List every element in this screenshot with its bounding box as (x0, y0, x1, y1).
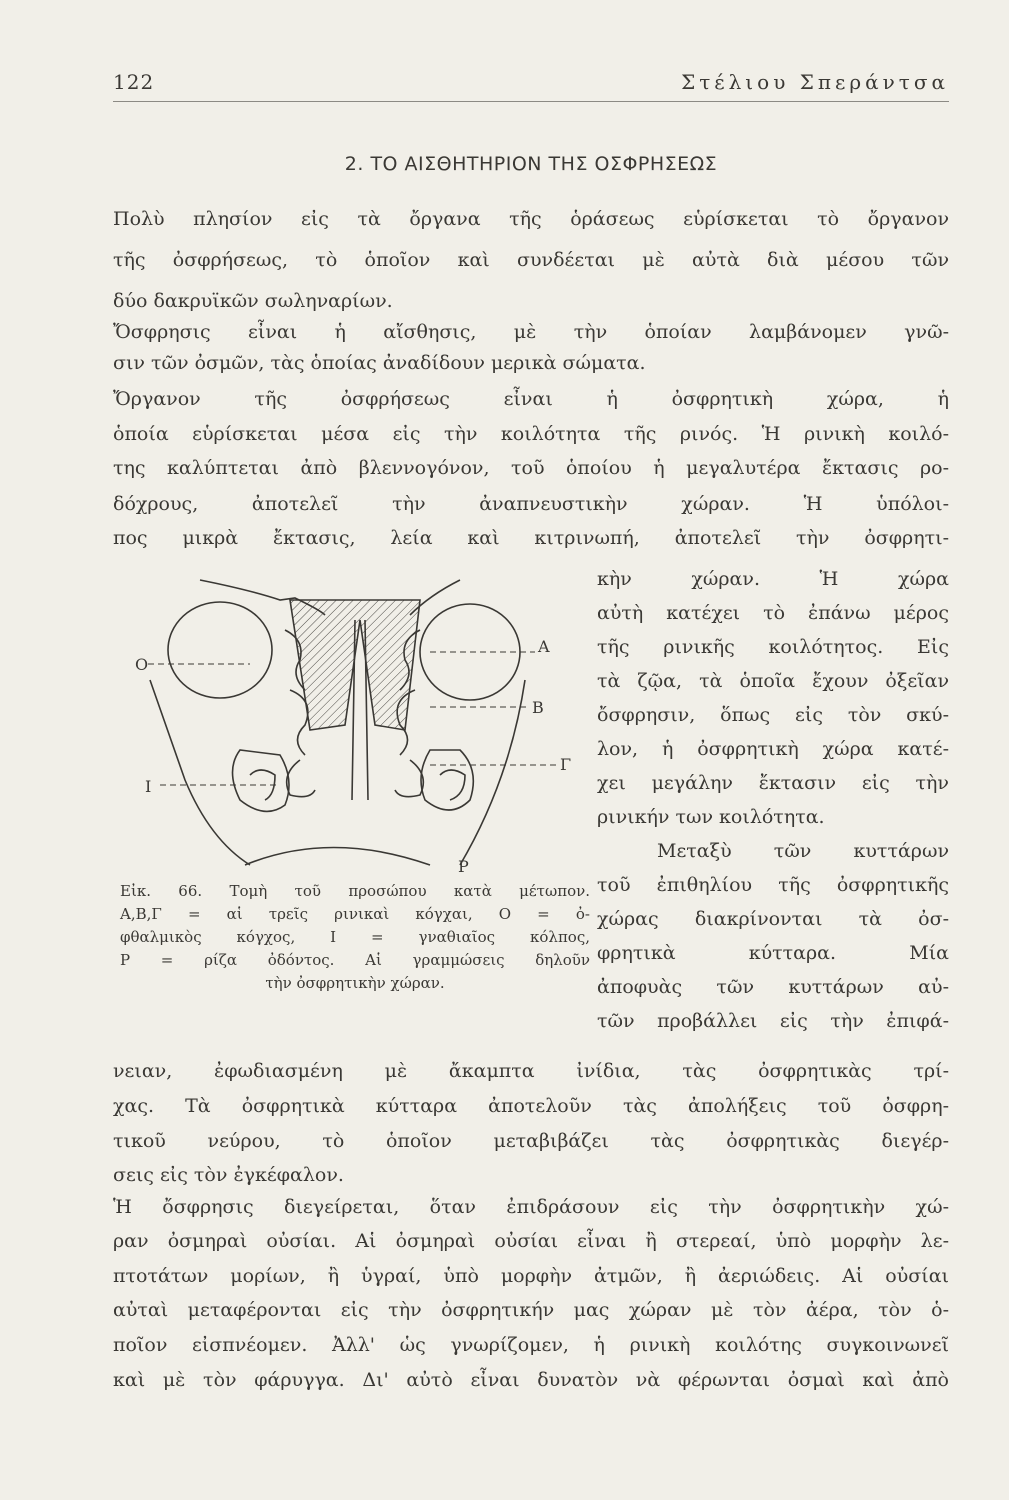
text-line: ραν ὀσμηραὶ οὐσίαι. Αἱ ὀσμηραὶ οὐσίαι εἶναι ἢ στερεαί, ὑπὸ μορφὴν λε- (113, 1230, 949, 1252)
caption-line: Ρ = ρίζα ὀδόντος. Αἱ γραμμώσεις δηλοῦν (120, 951, 590, 969)
side-line: φρητικὰ κύτταρα. Μία (597, 942, 949, 964)
caption-line: Α,Β,Γ = αἱ τρεῖς ρινικαὶ κόγχαι, Ο = ὀ- (120, 905, 590, 923)
text-line: τικοῦ νεύρου, τὸ ὁποῖον μεταβιβάζει τὰς ὀσφρητικὰς διεγέρ- (113, 1130, 949, 1152)
side-line: τὰ ζῷα, τὰ ὁποῖα ἔχουν ὀξεῖαν (597, 670, 949, 692)
text-line: Ἡ ὄσφρησις διεγείρεται, ὅταν ἐπιδράσουν εἰς τὴν ὀσφρητικὴν χώ- (113, 1196, 949, 1218)
side-line: ὄσφρησιν, ὅπως εἰς τὸν σκύ- (597, 704, 949, 726)
side-line: τῶν προβάλλει εἰς τὴν ἐπιφά- (597, 1010, 949, 1032)
caption-line: τὴν ὀσφρητικὴν χώραν. (265, 974, 445, 992)
caption-line: φθαλμικὸς κόγχος, Ι = γναθιαῖος κόλπος, (120, 928, 590, 946)
text-line: δόχρους, ἀποτελεῖ τὴν ἀναπνευστικὴν χώραν. Ἡ ὑπόλοι- (113, 493, 949, 515)
side-line: χει μεγάλην ἔκτασιν εἰς τὴν (597, 772, 949, 794)
text-line: δύο δακρυϊκῶν σωληναρίων. (113, 290, 393, 312)
side-line: Μεταξὺ τῶν κυττάρων (657, 840, 949, 862)
side-line: τῆς ρινικῆς κοιλότητος. Εἰς (597, 636, 949, 658)
label-a: A (538, 637, 550, 656)
text-line: πτοτάτων μορίων, ἢ ὑγραί, ὑπὸ μορφὴν ἀτμῶν, ἢ ἀεριώδεις. Αἱ οὐσίαι (113, 1265, 949, 1287)
caption-line: Εἰκ. 66. Τομὴ τοῦ προσώπου κατὰ μέτωπον. (120, 882, 590, 900)
side-line: ρινικήν των κοιλότητα. (597, 806, 825, 828)
nasal-cavity-diagram (130, 560, 590, 880)
figure-caption (120, 880, 590, 995)
text-line: νειαν, ἐφωδιασμένη μὲ ἄκαμπτα ἰνίδια, τὰς ὀσφρητικὰς τρί- (113, 1060, 949, 1082)
text-line: Ὄργανον τῆς ὀσφρήσεως εἶναι ἡ ὀσφρητικὴ χώρα, ἡ (113, 388, 949, 410)
page-header (113, 70, 949, 100)
side-line: χώρας διακρίνονται τὰ ὀσ- (597, 908, 949, 930)
page-number: 122 (113, 70, 155, 94)
text-line: Πολὺ πλησίον εἰς τὰ ὄργανα τῆς ὁράσεως εὑρίσκεται τὸ ὄργανον (113, 208, 949, 230)
text-line: πος μικρὰ ἔκτασις, λεία καὶ κιτρινωπή, ἀποτελεῖ τὴν ὀσφρητι- (113, 527, 949, 549)
text-line: σιν τῶν ὀσμῶν, τὰς ὁποίας ἀναδίδουν μερικὰ σώματα. (113, 352, 646, 374)
text-line: ποῖον εἰσπνέομεν. Ἀλλ' ὡς γνωρίζομεν, ἡ ρινικὴ κοιλότης συγκοινωνεῖ (113, 1334, 949, 1356)
label-b: B (532, 698, 544, 717)
running-head: Στέλιου Σπεράντσα (681, 70, 949, 94)
label-i: I (145, 777, 152, 796)
text-line: αὐταὶ μεταφέρονται εἰς τὴν ὀσφρητικήν μας χώραν μὲ τὸν ἀέρα, τὸν ὁ- (113, 1299, 949, 1321)
text-line: ὁποία εὑρίσκεται μέσα εἰς τὴν κοιλότητα τῆς ρινός. Ἡ ρινικὴ κοιλό- (113, 423, 949, 445)
side-line: λον, ἡ ὀσφρητικὴ χώρα κατέ- (597, 738, 949, 760)
text-line: χας. Τὰ ὀσφρητικὰ κύτταρα ἀποτελοῦν τὰς ἀπολήξεις τοῦ ὀσφρη- (113, 1095, 949, 1117)
text-line: τῆς ὀσφρήσεως, τὸ ὁποῖον καὶ συνδέεται μὲ αὐτὰ διὰ μέσου τῶν (113, 249, 949, 271)
label-g: Γ (560, 755, 572, 774)
label-p: P (458, 857, 469, 876)
figure-nasal-section (130, 560, 590, 880)
text-line: Ὄσφρησις εἶναι ἡ αἴσθησις, μὲ τὴν ὁποίαν λαμβάνομεν γνῶ- (113, 321, 949, 343)
text-line: καὶ μὲ τὸν φάρυγγα. Δι' αὐτὸ εἶναι δυνατὸν νὰ φέρωνται ὀσμαὶ καὶ ἀπὸ (113, 1369, 949, 1391)
text-line: σεις εἰς τὸν ἐγκέφαλον. (113, 1164, 344, 1186)
side-line: τοῦ ἐπιθηλίου τῆς ὀσφρητικῆς (597, 874, 949, 896)
header-rule (113, 101, 949, 102)
text-line: της καλύπτεται ἀπὸ βλεννογόνον, τοῦ ὁποίου ἡ μεγαλυτέρα ἔκτασις ρο- (113, 457, 949, 479)
section-title: 2. ΤΟ ΑΙΣΘΗΤΗΡΙΟΝ ΤΗΣ ΟΣΦΡΗΣΕΩΣ (344, 153, 718, 175)
label-o: O (135, 655, 149, 674)
side-line: αὐτὴ κατέχει τὸ ἐπάνω μέρος (597, 602, 949, 624)
side-line: κὴν χώραν. Ἡ χώρα (597, 568, 949, 590)
side-line: ἀποφυὰς τῶν κυττάρων αὐ- (597, 976, 949, 998)
